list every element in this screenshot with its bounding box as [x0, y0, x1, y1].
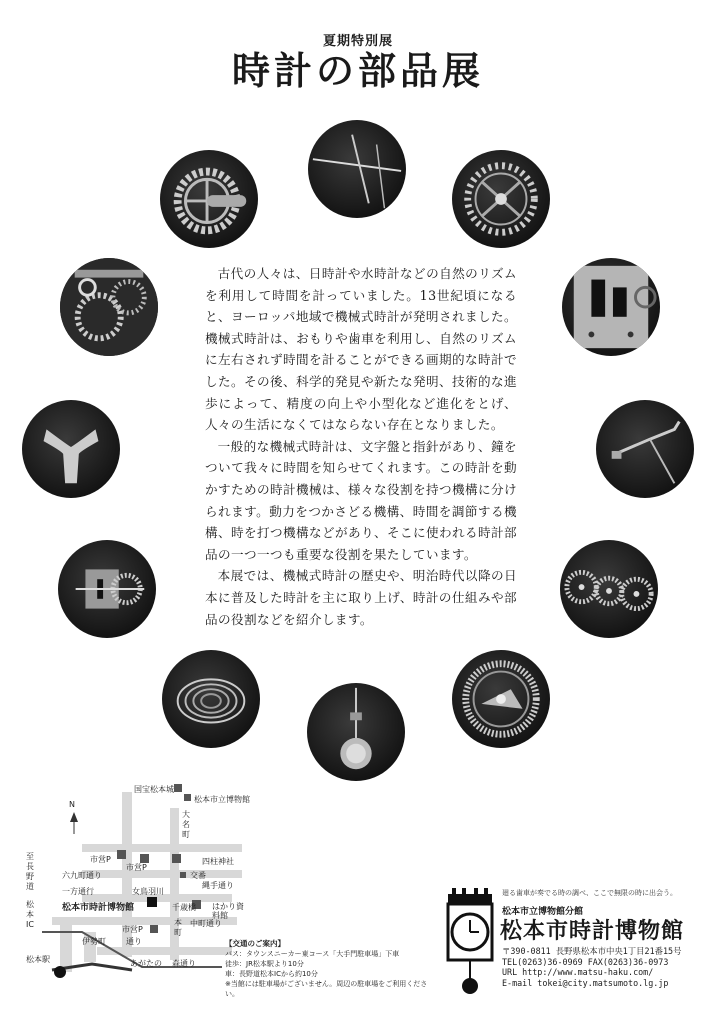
photo-wheel	[452, 650, 550, 748]
map-parking-3: 市営P	[122, 925, 143, 934]
key-icon	[22, 400, 120, 498]
map-isemachi: 伊勢町	[82, 937, 106, 946]
escapement-icon	[60, 258, 158, 356]
photo-gear	[160, 150, 258, 248]
museum-address: 〒390-0811 長野県松本市中央1丁目21番15号	[502, 946, 682, 956]
museum-tel: TEL(0263)36-0969 FAX(0263)36-0973	[502, 956, 669, 967]
photo-mainspring	[162, 650, 260, 748]
map-parking-1: 市営P	[90, 855, 111, 864]
balance-wheel-icon	[452, 150, 550, 248]
plate-icon	[562, 258, 660, 356]
gear-train-icon	[560, 540, 658, 638]
museum-tagline: 廻る歯車が奏でる時の調べ、ここで無限の時に出会う。	[502, 889, 677, 897]
map-north: N	[69, 800, 75, 809]
intro-paragraph-3: 本展では、機械式時計の歴史や、明治時代以降の日本に普及した時計を主に取り上げ、時計の仕組みや部品の役割などを紹介します。	[205, 568, 517, 627]
photo-escape-wheel	[452, 150, 550, 248]
access-bus: バス：タウンスニーカー東コース「大手門駐車場」下車	[225, 950, 400, 958]
museum-email[interactable]: E-mail tokei@city.matsumoto.lg.jp	[502, 977, 669, 988]
map-hakari: はかり資料館	[212, 902, 244, 920]
photo-gear-train	[560, 540, 658, 638]
photo-lever	[308, 120, 406, 218]
museum-url[interactable]: URL http://www.matsu-haku.com/	[502, 967, 654, 978]
map-agatano: あがたの	[130, 959, 162, 968]
access-info	[225, 939, 440, 999]
intro-paragraph-1: 古代の人々は、日時計や水時計などの自然のリズムを利用して時間を計っていました。13世紀頃になると、ヨーロッパ地域で機械式時計が発明されました。機械式時計は、おもりや歯車を利用し、自然のリズムに左右されず時間を計ることができる画期的な時計でした。その後、科学的発見や新たな発明、技術的な進歩によって、精度の向上や小型化など進化をとげ、人々の生活になくてはならない存在となりました。	[205, 266, 517, 433]
gear-icon	[160, 150, 258, 248]
access-heading: 【交通のご案内】	[225, 939, 285, 948]
museum-info	[440, 880, 710, 1020]
photo-plate	[562, 258, 660, 356]
photo-pinion	[58, 540, 156, 638]
map-daimyo: 大名町	[182, 810, 190, 839]
map-rokukumachi: 六九町通り	[62, 871, 102, 880]
access-note: ※当館には駐車場がございません。周辺の駐車場をご利用ください。	[225, 980, 428, 998]
map-clock-museum: 松本市時計博物館	[62, 903, 135, 913]
mainspring-icon	[162, 650, 260, 748]
wheel-icon	[452, 650, 550, 748]
photo-movement	[60, 258, 158, 356]
lever-icon	[308, 120, 406, 218]
clock-tower-logo	[442, 888, 498, 998]
museum-subname: 松本市立博物館分館	[502, 907, 584, 917]
map-nawate: 縄手通り	[202, 881, 234, 890]
intro-text	[205, 263, 517, 630]
map-parking-2: 市営P	[126, 863, 147, 872]
intro-paragraph-2: 一般的な機械式時計は、文字盤と指針があり、鐘をついて我々に時間を知らせてくれます。この時計を動かすための時計機械は、様々な役割を持つ機構に分けられます。動力をつかさどる機構、時間を調節する機構、時を打つ機構などがあり、そこに使われる時計部品の一つ一つも重要な役割を果たしています。	[205, 438, 517, 562]
map-chitose: 千歳橋	[172, 903, 196, 912]
map-nagano: 至長野道	[26, 852, 34, 891]
access-car: 車：長野道松本ICから約10分	[225, 970, 318, 978]
map-koban: 交番	[190, 871, 206, 880]
photo-key	[22, 400, 120, 498]
hook-icon	[596, 400, 694, 498]
pendulum-icon	[307, 683, 405, 781]
map-city-museum: 松本市立博物館	[194, 795, 250, 804]
map-mori: 森通り	[172, 959, 196, 968]
map-station: 松本駅	[26, 955, 50, 964]
photo-hook	[596, 400, 694, 498]
museum-name: 松本市時計博物館	[500, 919, 685, 944]
map-metobashi: 女鳥羽川	[132, 887, 164, 896]
map-nakamachi: 中町通り	[190, 919, 222, 928]
pinion-icon	[58, 540, 156, 638]
map-shijinja: 四柱神社	[202, 857, 234, 866]
map-matsumoto-ic: 松本IC	[26, 900, 34, 929]
map-honmachi: 本町	[174, 918, 182, 937]
exhibit-subtitle: 夏期特別展	[322, 34, 393, 49]
access-walk: 徒歩：JR松本駅より10分	[225, 960, 304, 968]
map-dori: 通り	[126, 937, 142, 946]
map-one-way: 一方通行	[62, 887, 94, 896]
map-castle: 国宝松本城	[134, 785, 174, 794]
museum-contact	[502, 946, 681, 988]
photo-pendulum	[307, 683, 405, 781]
exhibit-title: 時計の部品展	[231, 48, 484, 93]
